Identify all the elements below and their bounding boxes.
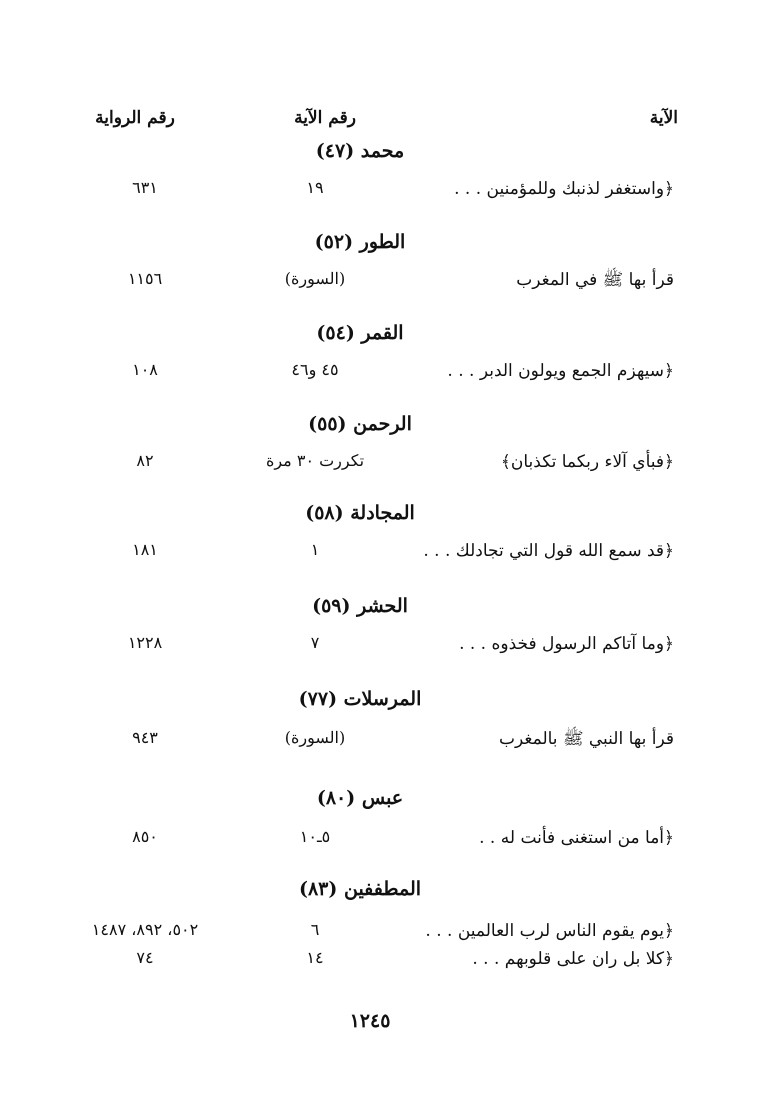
riwaya-number: ١١٥٦ bbox=[127, 269, 163, 288]
page-number: ١٢٤٥ bbox=[349, 1010, 391, 1032]
column-header-ayah: الآية bbox=[649, 108, 678, 128]
riwaya-number: ٨٥٠ bbox=[132, 827, 158, 846]
table-row bbox=[0, 920, 764, 950]
ayah-number: ٥ـ١٠ bbox=[299, 827, 331, 846]
riwaya-number: ٧٤ bbox=[136, 948, 154, 967]
surah-title: القمر (٥٤) bbox=[316, 322, 404, 344]
riwaya-number: ١٢٢٨ bbox=[127, 633, 163, 652]
riwaya-number: ٦٣١ bbox=[132, 178, 158, 197]
table-row bbox=[0, 451, 764, 481]
ayah-text: ﴿يوم يقوم الناس لرب العالمين . . . bbox=[425, 921, 674, 941]
ayah-number: ١٩ bbox=[306, 178, 324, 197]
ayah-number: ١٤ bbox=[306, 948, 324, 967]
table-row bbox=[0, 178, 764, 208]
table-row bbox=[0, 948, 764, 978]
ayah-text: ﴿واستغفر لذنبك وللمؤمنين . . . bbox=[454, 179, 674, 199]
ayah-text: قرأ بها ﷺ في المغرب bbox=[516, 270, 674, 290]
ayah-text: ﴿كلا بل ران على قلوبهم . . . bbox=[472, 949, 674, 969]
riwaya-number: ٩٤٣ bbox=[132, 728, 158, 747]
surah-title: المطففين (٨٣) bbox=[298, 878, 422, 900]
riwaya-number: ٥٠٢، ٨٩٢، ١٤٨٧ bbox=[91, 920, 199, 939]
ayah-text: ﴿أما من استغنى فأنت له . . bbox=[479, 828, 674, 848]
surah-title: محمد (٤٧) bbox=[315, 140, 405, 162]
ayah-number: ٧ bbox=[310, 633, 320, 652]
surah-title: الحشر (٥٩) bbox=[312, 595, 408, 617]
ayah-number: ١ bbox=[310, 540, 320, 559]
ayah-text: ﴿وما آتاكم الرسول فخذوه . . . bbox=[459, 634, 674, 654]
column-header-ayah-number: رقم الآية bbox=[294, 108, 356, 128]
table-row bbox=[0, 269, 764, 299]
riwaya-number: ١٨١ bbox=[132, 540, 158, 559]
table-row bbox=[0, 633, 764, 663]
table-row bbox=[0, 827, 764, 857]
table-row bbox=[0, 728, 764, 758]
riwaya-number: ٨٢ bbox=[136, 451, 154, 470]
ayah-number: ٦ bbox=[310, 920, 320, 939]
surah-title: المجادلة (٥٨) bbox=[305, 502, 415, 524]
column-header-riwaya-number: رقم الرواية bbox=[95, 108, 175, 128]
surah-title: المرسلات (٧٧) bbox=[298, 688, 422, 710]
ayah-text: ﴿فبأي آلاء ربكما تكذبان﴾ bbox=[500, 452, 674, 472]
ayah-text: ﴿قد سمع الله قول التي تجادلك . . . bbox=[423, 541, 674, 561]
surah-title: الرحمن (٥٥) bbox=[308, 413, 412, 435]
ayah-number: (السورة) bbox=[284, 269, 346, 288]
ayah-text: قرأ بها النبي ﷺ بالمغرب bbox=[499, 729, 674, 749]
table-row bbox=[0, 360, 764, 390]
ayah-text: ﴿سيهزم الجمع ويولون الدبر . . . bbox=[447, 361, 674, 381]
riwaya-number: ١٠٨ bbox=[132, 360, 158, 379]
ayah-number: تكررت ٣٠ مرة bbox=[265, 451, 365, 470]
surah-title: الطور (٥٢) bbox=[314, 231, 406, 253]
surah-title: عبس (٨٠) bbox=[316, 787, 404, 809]
ayah-number: (السورة) bbox=[284, 728, 346, 747]
ayah-number: ٤٥ و٤٦ bbox=[291, 360, 339, 379]
table-row bbox=[0, 540, 764, 570]
